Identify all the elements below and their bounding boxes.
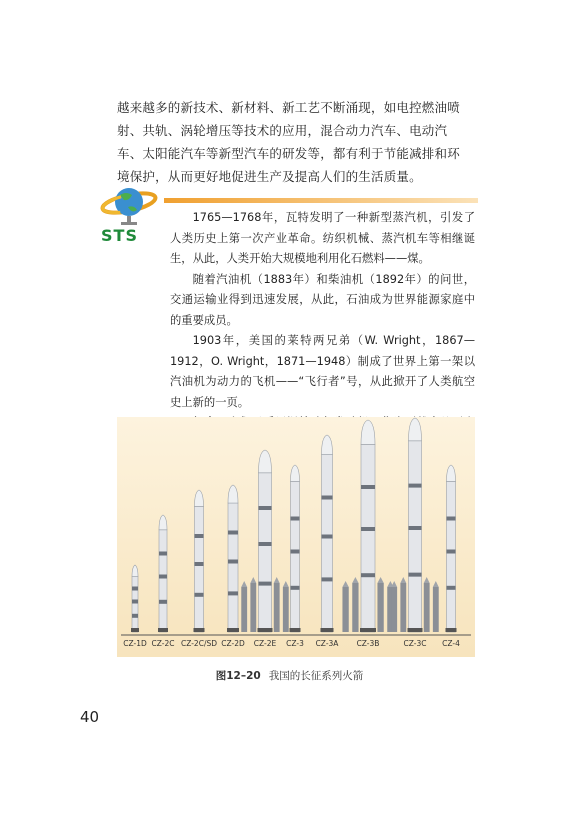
rocket-label: CZ-2E <box>253 639 277 648</box>
rocket-label: CZ-2C/SD <box>180 639 218 648</box>
rocket-cz-2c <box>158 515 168 632</box>
rocket-label: CZ-2C <box>151 639 175 648</box>
rocket-cz-3 <box>290 465 301 632</box>
sts-label: STS <box>101 226 138 245</box>
rocket-label: CZ-3A <box>315 639 339 648</box>
rocket-label: CZ-4 <box>442 639 460 648</box>
sts-paragraph: 1903年，美国的莱特两兄弟（W. Wright，1867—1912，O. Wright，1871—1948）制成了世界上第一架以汽油机为动力的飞机——“飞行者”号，从此掀开了人类航空史上新的一页。 <box>170 334 475 409</box>
rocket-label: CZ-3C <box>403 639 427 648</box>
intro-paragraph: 越来越多的新技术、新材料、新工艺不断涌现，如电控燃油喷射、共轨、涡轮增压等技术的应用，混合动力汽车、电动汽车、太阳能汽车等新型汽车的研发等，都有利于节能减排和环境保护，从而更好地促进生产及提高人们的生活质量。 <box>117 100 460 184</box>
rocket-cz-2e <box>241 450 288 632</box>
rocket-label: CZ-2D <box>221 639 245 648</box>
rocket-illustration <box>117 417 475 642</box>
figure-title: 我国的长征系列火箭 <box>268 670 364 682</box>
figure-caption <box>0 668 579 683</box>
rocket-cz-1d <box>131 565 139 632</box>
sts-paragraph: 随着汽油机（1883年）和柴油机（1892年）的问世，交通运输业得到迅速发展，从此，石油成为世界能源家庭中的重要成员。 <box>170 272 475 327</box>
rocket-label: CZ-1D <box>123 639 147 648</box>
rocket-cz-3a <box>321 435 334 632</box>
rocket-cz-2c-sd <box>194 490 205 632</box>
rocket-cz-3c <box>391 418 438 632</box>
figure-number: 图12–20 <box>215 670 261 682</box>
sts-paragraph: 1765—1768年，瓦特发明了一种新型蒸汽机，引发了人类历史上第一次产业革命。纺织机械、蒸汽机车等相继诞生，从此，人类开始大规模地利用化石燃料——煤。 <box>170 211 475 265</box>
page-number: 40 <box>80 708 100 726</box>
sts-heading-bar <box>164 198 478 203</box>
rocket-label: CZ-3 <box>286 639 304 648</box>
rocket-labels <box>117 639 475 653</box>
rocket-cz-2d <box>227 485 239 632</box>
rocket-label: CZ-3B <box>356 639 380 648</box>
rocket-figure <box>117 417 475 657</box>
rocket-cz-4 <box>446 465 457 632</box>
rocket-cz-3b <box>342 420 393 632</box>
